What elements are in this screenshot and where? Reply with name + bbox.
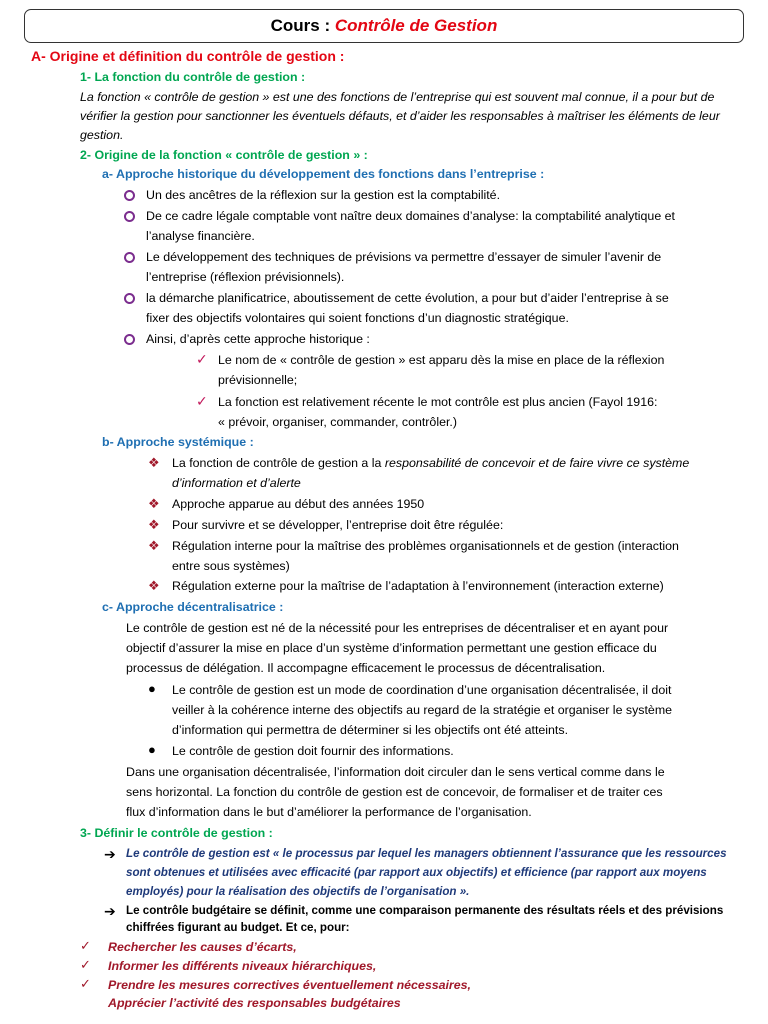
systemic-item: Régulation externe pour la maîtrise de l’adaptation à l’environnement (interaction externe) [172, 579, 664, 593]
section-a-heading: A- Origine et définition du contrôle de gestion : [31, 48, 345, 64]
diamond-bullet-icon: ❖ [148, 496, 160, 511]
systemic-item: Pour survivre et se développer, l’entreprise doit être régulée: [172, 518, 504, 532]
subsection-1-heading: 1- La fonction du contrôle de gestion : [80, 70, 306, 84]
check-item: Le nom de « contrôle de gestion » est apparu dès la mise en place de la réflexion [218, 353, 665, 367]
s1-text-line: vérifier la gestion pour sanctionner les éventuels défauts, et d’aider les responsables à maîtriser les éléments de leur [80, 109, 720, 123]
subsection-3-heading: 3- Définir le contrôle de gestion : [80, 826, 273, 840]
check-item: La fonction est relativement récente le mot contrôle est plus ancien (Fayol 1916: [218, 395, 658, 409]
decentral-para: sens horizontal. La fonction du contrôle de gestion est de concevoir, de formaliser et de traiter ces [126, 785, 663, 799]
arrow-right-icon: ➔ [104, 903, 116, 919]
purpose-item: Apprécier l’activité des responsables budgétaires [108, 996, 401, 1010]
historic-bullet: De ce cadre légale comptable vont naître deux domaines d’analyse: la comptabilité analytique et [146, 209, 675, 223]
historic-bullet: Ainsi, d’après cette approche historique : [146, 332, 370, 346]
diamond-bullet-icon: ❖ [148, 455, 160, 470]
approach-c-heading: c- Approche décentralisatrice : [102, 600, 284, 614]
decentral-dot-item-cont: veiller à la cohérence interne des objectifs au regard de la stratégie et organiser le système [172, 703, 673, 717]
circle-bullet-icon [124, 190, 135, 201]
decentral-dot-item-cont: d’information qui permettra de déterminer si les objectifs ont été atteints. [172, 723, 569, 737]
systemic-item-italic: responsabilité de concevoir et de faire vivre ce système [384, 456, 690, 470]
check-item-cont: « prévoir, organiser, commander, contrôler.) [218, 415, 457, 429]
check-item-cont: prévisionnelle; [218, 373, 298, 387]
decentral-para: objectif d’assurer la mise en place d’un système d’information permettant une gestion efficace du [126, 641, 657, 655]
purpose-item: Informer les différents niveaux hiérarchiques, [108, 959, 377, 973]
historic-bullet: Un des ancêtres de la réflexion sur la gestion est la comptabilité. [146, 188, 501, 202]
decentral-para: Le contrôle de gestion est né de la nécessité pour les entreprises de décentraliser et en ayant pour [126, 621, 669, 635]
decentral-para: Dans une organisation décentralisée, l’information doit circuler dan le sens vertical comme dans le [126, 765, 665, 779]
diamond-bullet-icon: ❖ [148, 538, 160, 553]
title-accent: Contrôle de Gestion [334, 16, 498, 35]
dot-bullet-icon: ● [148, 681, 156, 696]
title-prefix: Cours : [270, 16, 335, 35]
checkmark-icon: ✓ [80, 976, 91, 991]
systemic-item [172, 453, 689, 473]
checkmark-icon: ✓ [196, 351, 208, 367]
definition-line-cont: sont obtenues et utilisées avec efficacité (par rapport aux objectifs) et efficience (par rapport aux moyens [126, 866, 707, 879]
decentral-para: processus de délégation. Il accompagne efficacement le processus de décentralisation. [126, 661, 606, 675]
approach-b-heading: b- Approche systémique : [102, 435, 254, 449]
historic-bullet: Le développement des techniques de prévisions va permettre d’essayer de simuler l’avenir de [146, 250, 662, 264]
circle-bullet-icon [124, 211, 135, 222]
historic-bullet-cont: l’entreprise (réflexion prévisionnels). [146, 270, 345, 284]
checkmark-icon: ✓ [196, 393, 208, 409]
checkmark-icon: ✓ [80, 938, 91, 953]
definition-line: Le contrôle de gestion est « le processus par lequel les managers obtiennent l’assurance que les ressources [126, 847, 727, 860]
approach-a-heading: a- Approche historique du développement des fonctions dans l’entreprise : [102, 167, 545, 181]
systemic-item: Régulation interne pour la maîtrise des problèmes organisationnels et de gestion (interaction [172, 539, 679, 553]
historic-bullet: la démarche planificatrice, aboutissement de cette évolution, a pour but d’aider l’entreprise à se [146, 291, 669, 305]
arrow-right-icon: ➔ [104, 846, 116, 862]
historic-bullet-cont: l’analyse financière. [146, 229, 255, 243]
circle-bullet-icon [124, 293, 135, 304]
historic-bullet-cont: fixer des objectifs volontaires qui soient fonctions d’un diagnostic stratégique. [146, 311, 569, 325]
circle-bullet-icon [124, 252, 135, 263]
page-title [24, 9, 744, 43]
decentral-para: flux d’information dans le but d’améliorer la performance de l’organisation. [126, 805, 532, 819]
definition-line-cont: employés) pour la réalisation des objectifs de l’organisation ». [126, 885, 470, 898]
s1-text-line: gestion. [80, 128, 124, 142]
budget-definition-line-cont: chiffrées figurant au budget. Et ce, pour: [126, 921, 350, 934]
diamond-bullet-icon: ❖ [148, 578, 160, 593]
s1-text-line: La fonction « contrôle de gestion » est une des fonctions de l’entreprise qui est souvent mal connue, il a pour but de [80, 90, 715, 104]
budget-definition-line: Le contrôle budgétaire se définit, comme une comparaison permanente des résultats réels et des prévisions [126, 904, 724, 917]
systemic-item: Approche apparue au début des années 1950 [172, 497, 425, 511]
purpose-item: Prendre les mesures correctives éventuellement nécessaires, [108, 978, 471, 992]
checkmark-icon: ✓ [80, 957, 91, 972]
systemic-item-text: La fonction de contrôle de gestion a la [172, 456, 385, 470]
diamond-bullet-icon: ❖ [148, 517, 160, 532]
dot-bullet-icon: ● [148, 742, 156, 757]
circle-bullet-icon [124, 334, 135, 345]
purpose-item: Rechercher les causes d’écarts, [108, 940, 297, 954]
systemic-item-cont: entre sous systèmes) [172, 559, 290, 573]
decentral-dot-item: Le contrôle de gestion est un mode de coordination d’une organisation décentralisée, il doit [172, 683, 672, 697]
decentral-dot-item: Le contrôle de gestion doit fournir des informations. [172, 744, 454, 758]
systemic-item-cont: d’information et d’alerte [172, 476, 301, 490]
subsection-2-heading: 2- Origine de la fonction « contrôle de gestion » : [80, 148, 368, 162]
